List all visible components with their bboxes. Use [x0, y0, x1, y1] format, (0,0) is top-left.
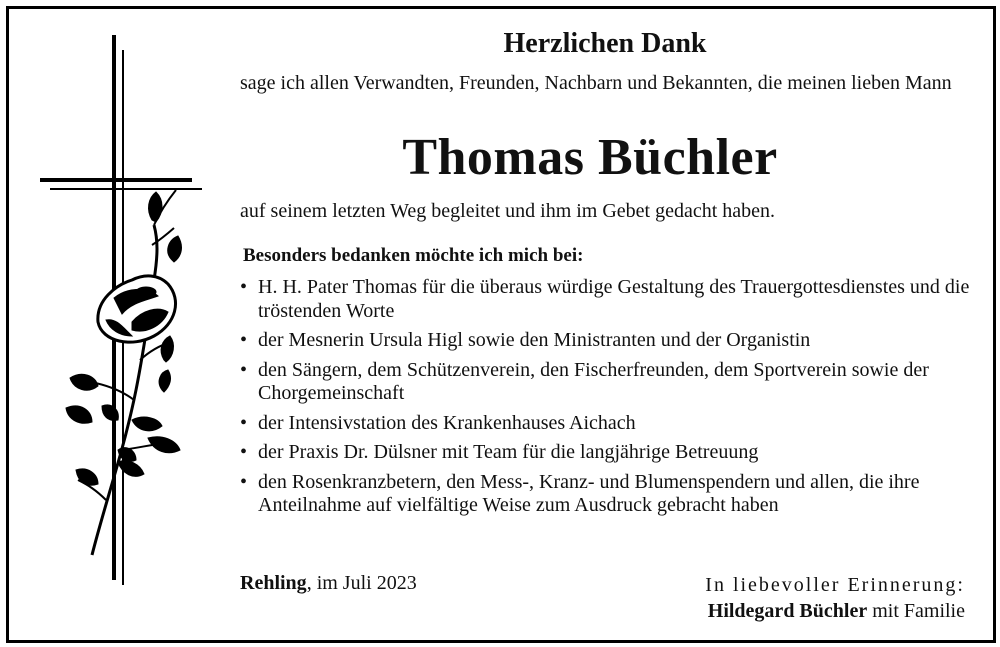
- list-item: • H. H. Pater Thomas für die überaus würdige Gestaltung des Trauergottesdienstes und die tröstenden Worte: [240, 276, 970, 323]
- signer-line: [705, 598, 965, 624]
- thanks-heading: Besonders bedanken möchte ich mich bei:: [243, 245, 584, 266]
- signer-suffix: mit Familie: [867, 600, 965, 622]
- list-item: • den Rosenkranzbetern, den Mess-, Kranz- und Blumenspendern und allen, die ihre Anteilnahme auf vielfältige Weise zum Ausdruck gebracht haben: [240, 471, 970, 518]
- cross-rose-illustration: [36, 30, 206, 590]
- list-item: • den Sängern, dem Schützenverein, den Fischerfreunden, dem Sportverein sowie der Chorgemeinschaft: [240, 359, 970, 406]
- list-item: • der Mesnerin Ursula Higl sowie den Ministranten und der Organistin: [240, 329, 970, 353]
- memory-line: In liebevoller Erinnerung:: [705, 574, 965, 596]
- place-date: [240, 572, 417, 595]
- deceased-name: Thomas Büchler: [402, 129, 778, 186]
- thanks-list: [240, 276, 970, 524]
- after-name-text: auf seinem letzten Weg begleitet und ihm im Gebet gedacht haben.: [240, 200, 776, 222]
- heading: Herzlichen Dank: [503, 28, 707, 59]
- place-name: Rehling: [240, 572, 307, 594]
- signer-name: Hildegard Büchler: [707, 600, 868, 622]
- signature-block: [705, 572, 965, 624]
- list-item: • der Intensivstation des Krankenhauses Aichach: [240, 412, 970, 436]
- list-item: • der Praxis Dr. Dülsner mit Team für die langjährige Betreuung: [240, 441, 970, 465]
- intro-text: sage ich allen Verwandten, Freunden, Nachbarn und Bekannten, die meinen lieben Mann: [240, 72, 952, 94]
- date-text: , im Juli 2023: [306, 572, 417, 594]
